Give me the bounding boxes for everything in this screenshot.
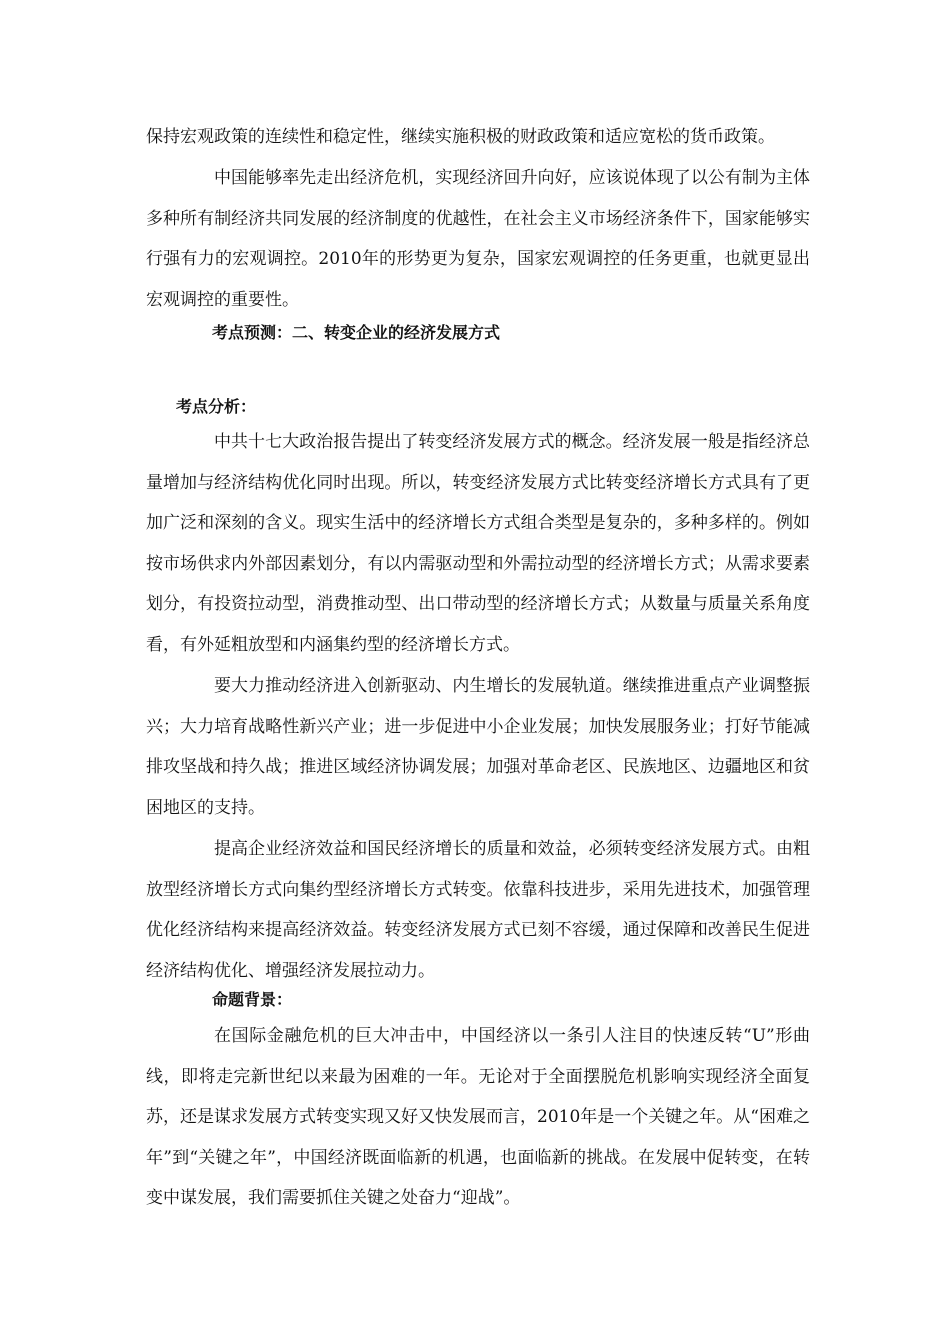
paragraph-development-mode: 中共十七大政治报告提出了转变经济发展方式的概念。经济发展一般是指经济总量增加与经济结构优化同时出现。所以，转变经济发展方式比转变经济增长方式具有了更加广泛和深刻的含义。现实生活中的经济增长方式组合类型是复杂的，多种多样的。例如按市场供求内外部因素划分，有以内需驱动型和外需拉动型的经济增长方式；从需求要素划分，有投资拉动型，消费推动型、出口带动型的经济增长方式；从数量与质量关系角度看，有外延粗放型和内涵集约型的经济增长方式。 [146,432,810,655]
paragraph-enterprise-efficiency: 提高企业经济效益和国民经济增长的质量和效益，必须转变经济发展方式。由粗放型经济增长方式向集约型经济增长方式转变。依靠科技进步，采用先进技术，加强管理优化经济结构来提高经济效益。转变经济发展方式已刻不容缓，通过保障和改善民生促进经济结构优化、增强经济发展拉动力。 [146,839,810,981]
paragraph-crisis-background: 在国际金融危机的巨大冲击中，中国经济以一条引人注目的快速反转“U”形曲线，即将走完新世纪以来最为困难的一年。无论对于全面摆脱危机影响实现经济全面复苏，还是谋求发展方式转变实现又好又快发展而言，2010年是一个关键之年。从“困难之年”到“关键之年”，中国经济既面临新的机遇，也面临新的挑战。在发展中促转变，在转变中谋发展，我们需要抓住关键之处奋力“迎战”。 [146,1026,810,1208]
heading-exam-prediction: 考点预测：二、转变企业的经济发展方式 [212,323,501,342]
heading-exam-analysis: 考点分析： [176,397,257,416]
paragraph-policy-continuity: 保持宏观政策的连续性和稳定性，继续实施积极的财政政策和适应宽松的货币政策。 [146,127,775,147]
heading-proposition-background: 命题背景： [212,990,293,1009]
paragraph-economic-recovery: 中国能够率先走出经济危机，实现经济回升向好，应该说体现了以公有制为主体多种所有制经济共同发展的经济制度的优越性，在社会主义市场经济条件下，国家能够实行强有力的宏观调控。2010年的形势更为复杂，国家宏观调控的任务更重，也就更显出宏观调控的重要性。 [146,168,810,310]
paragraph-innovation-drive: 要大力推动经济进入创新驱动、内生增长的发展轨道。继续推进重点产业调整振兴；大力培育战略性新兴产业；进一步促进中小企业发展；加快发展服务业；打好节能减排攻坚战和持久战；推进区域经济协调发展；加强对革命老区、民族地区、边疆地区和贫困地区的支持。 [146,676,810,818]
